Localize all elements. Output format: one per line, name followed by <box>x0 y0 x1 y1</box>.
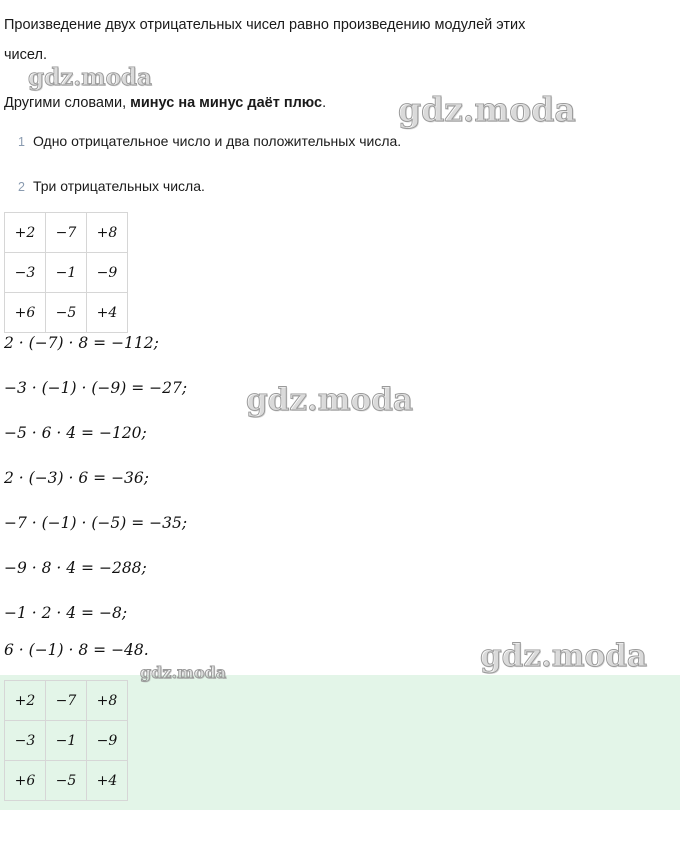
table-row <box>5 681 128 721</box>
table-row <box>5 293 128 333</box>
list-item-number: 1 <box>18 135 25 149</box>
watermark: gdz.moda <box>140 663 227 682</box>
grid-cell: −9 <box>87 721 128 761</box>
grid-cell: +2 <box>5 681 46 721</box>
grid-cell: −3 <box>5 721 46 761</box>
watermark: gdz.moda <box>246 382 413 418</box>
grid-cell: +6 <box>5 761 46 801</box>
watermark: gdz.moda <box>28 64 152 91</box>
second-paragraph-prefix: Другими словами, <box>4 95 131 111</box>
grid-cell: −7 <box>46 213 87 253</box>
grid-cell: −3 <box>5 253 46 293</box>
grid-cell: −9 <box>87 253 128 293</box>
grid-cell: −1 <box>46 253 87 293</box>
second-paragraph-bold: минус на минус даёт плюс <box>130 95 323 111</box>
equation-line: −3 · (−1) · (−9) = −27; <box>4 379 188 397</box>
intro-line-2: чисел. <box>4 47 47 63</box>
watermark: gdz.moda <box>398 90 576 129</box>
intro-line-1: Произведение двух отрицательных чисел равно произведению модулей этих <box>4 17 526 33</box>
list-item-label: Одно отрицательное число и два положительных числа. <box>32 133 402 149</box>
equation-line: −1 · 2 · 4 = −8; <box>4 604 128 622</box>
equation-line: 2 · (−3) · 6 = −36; <box>4 469 150 487</box>
grid-cell: +4 <box>87 293 128 333</box>
number-grid-bottom <box>4 680 128 801</box>
watermark: gdz.moda <box>480 638 647 674</box>
grid-cell: −7 <box>46 681 87 721</box>
list-item <box>18 133 401 149</box>
grid-cell: −1 <box>46 721 87 761</box>
grid-cell: −5 <box>46 293 87 333</box>
list-item <box>18 178 205 194</box>
table-row <box>5 761 128 801</box>
number-grid-top <box>4 212 128 333</box>
list-item-number: 2 <box>18 180 25 194</box>
equation-line: 2 · (−7) · 8 = −112; <box>4 334 159 352</box>
equation-line: −9 · 8 · 4 = −288; <box>4 559 147 577</box>
grid-cell: +8 <box>87 213 128 253</box>
second-paragraph <box>4 92 326 114</box>
table-row <box>5 253 128 293</box>
second-paragraph-suffix: . <box>322 95 327 111</box>
table-row <box>5 213 128 253</box>
table-row <box>5 721 128 761</box>
equation-line: −7 · (−1) · (−5) = −35; <box>4 514 188 532</box>
equation-line: −5 · 6 · 4 = −120; <box>4 424 147 442</box>
grid-cell: +2 <box>5 213 46 253</box>
grid-cell: +6 <box>5 293 46 333</box>
grid-cell: +4 <box>87 761 128 801</box>
list-item-label: Три отрицательных числа. <box>32 178 205 194</box>
grid-cell: +8 <box>87 681 128 721</box>
intro-paragraph <box>4 10 672 70</box>
equation-line: 6 · (−1) · 8 = −48. <box>4 641 149 659</box>
grid-cell: −5 <box>46 761 87 801</box>
